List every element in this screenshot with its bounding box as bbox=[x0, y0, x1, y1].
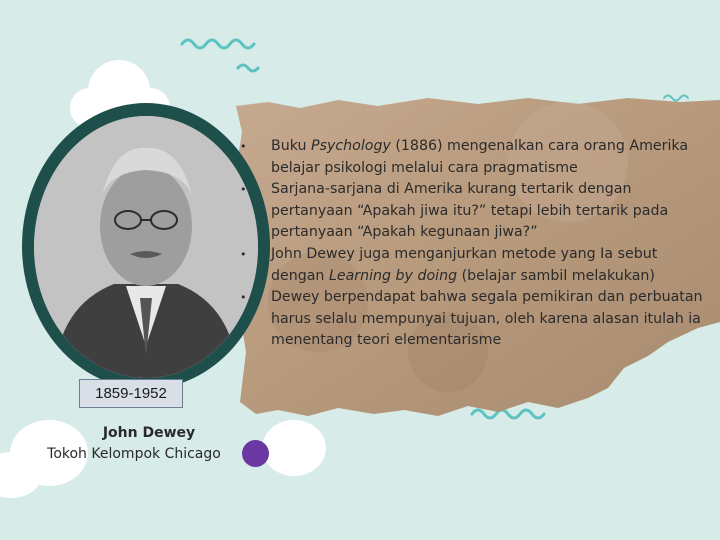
bullet-text: Dewey berpendapat bahwa segala pemikiran dan perbuatan harus selalu mempunyai tujuan, oleh karena alasan itulah ia menentang teori elementarisme bbox=[271, 289, 703, 349]
bullet-item bbox=[240, 287, 710, 352]
bullet-item bbox=[240, 244, 710, 287]
person-caption: Tokoh Kelompok Chicago bbox=[47, 446, 221, 462]
bullet-text: Sarjana-sarjana di Amerika kurang tertarik dengan pertanyaan “Apakah jiwa itu?” tetapi lebih tertarik pada pertanyaan “Apakah kegunaan jiwa?” bbox=[271, 181, 669, 241]
bullet-list bbox=[240, 136, 710, 352]
bullet-marker: • bbox=[240, 140, 247, 153]
cloud-decoration-bottom-right bbox=[262, 420, 326, 476]
book-title: Psychology bbox=[311, 138, 391, 154]
bullet-text: John Dewey juga menganjurkan metode yang Ia sebut dengan bbox=[271, 245, 658, 284]
person-name: John Dewey bbox=[102, 425, 196, 441]
portrait-photo bbox=[34, 116, 258, 378]
bullet-text-continued: (1886) mengenalkan cara orang Amerika belajar psikologi melalui cara pragmatisme bbox=[271, 138, 689, 176]
method-name: Learning by doing bbox=[328, 267, 458, 284]
bullet-text: Buku bbox=[271, 138, 312, 154]
purple-circle-decoration bbox=[242, 440, 269, 467]
bullet-marker: • bbox=[240, 247, 247, 261]
years-label: 1859-1952 bbox=[79, 379, 183, 408]
bullet-item bbox=[240, 136, 710, 179]
bullet-marker: • bbox=[240, 183, 247, 197]
bullet-marker: • bbox=[240, 291, 247, 305]
squiggle-decoration-top bbox=[180, 36, 260, 80]
bullet-item bbox=[240, 179, 710, 244]
bullet-text-continued: (belajar sambil melakukan) bbox=[457, 267, 655, 284]
